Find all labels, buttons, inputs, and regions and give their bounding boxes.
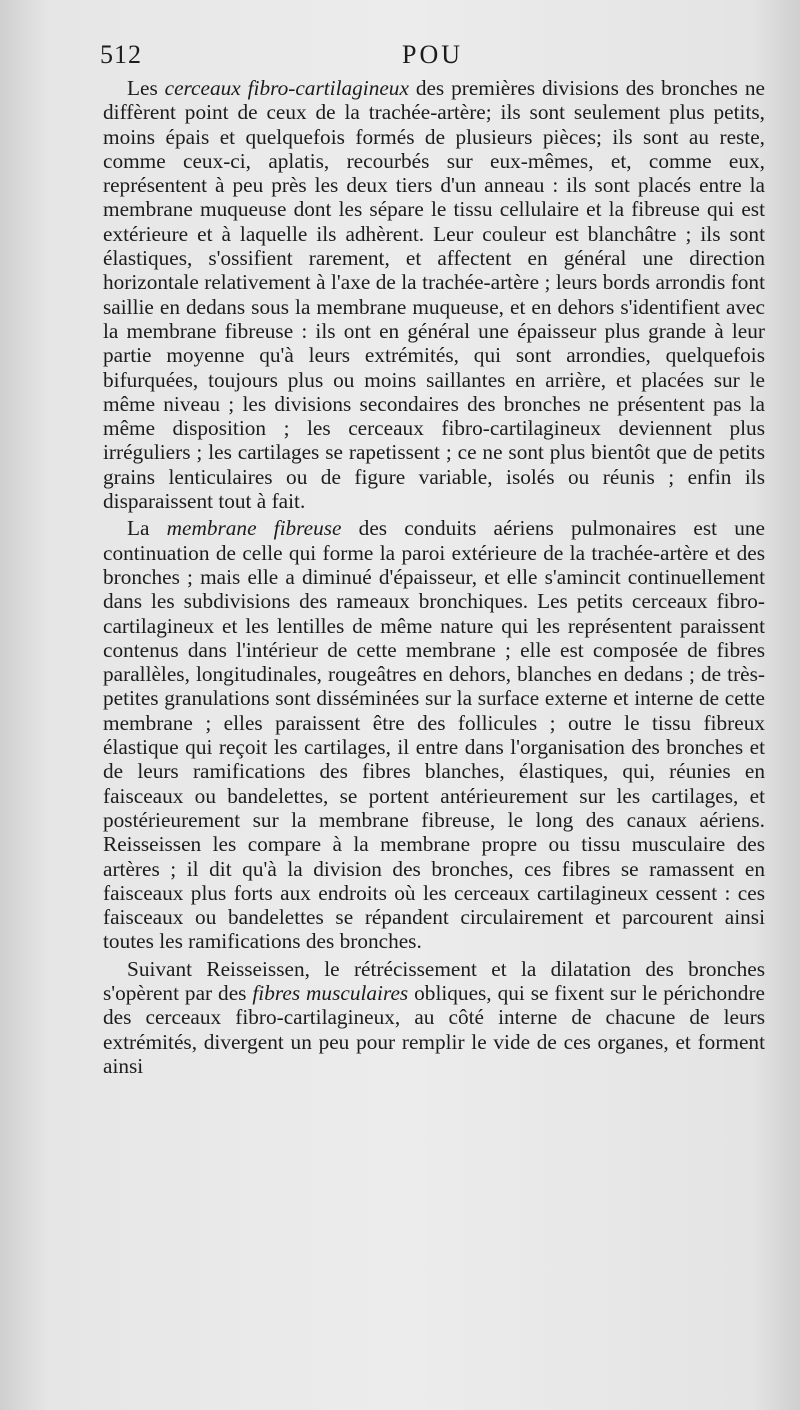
italic-term: fibres musculaires xyxy=(252,980,409,1005)
paragraph-cerceaux xyxy=(103,76,765,513)
paragraph-text: des conduits aériens pulmonaires est une continuation de celle qui forme la paroi extérieure de la trachée-artère et des bronches ; mais elle a diminué d'épaisseur, et elle s'amincit continuellement dans les subdivisions des rameaux bronchiques. Les petits cerceaux fibro-cartilagineux et les lentilles de même nature qui les représentent paraissent contenus dans l'intérieur de cette membrane ; elle est composée de fibres parallèles, longitudinales, rougeâtres en dehors, blanches en dedans ; de très-petites granulations sont disséminées sur la surface externe et interne de cette membrane ; elles paraissent être des follicules ; outre le tissu fibreux élastique qui reçoit les cartilages, il entre dans l'organisation des bronches et de leurs ramifications des fibres blanches, élastiques, qui, réunies en faisceaux ou bandelettes, se portent antérieurement sur les cartilages, et postérieurement sur la membrane fibreuse, le long des canaux aériens. Reisseissen les compare à la membrane propre ou tissu musculaire des artères ; il dit qu'à la division des bronches, ces fibres se ramassent en faisceaux plus forts aux endroits où les cerceaux cartilagineux cessent : ces faisceaux ou bandelettes se répandent circulairement et parcourent ainsi toutes les ramifications des bronches. xyxy=(103,516,765,954)
page-number: 512 xyxy=(100,40,142,69)
paragraph-membrane-fibreuse xyxy=(103,516,765,953)
paragraph-fibres-musculaires xyxy=(103,957,765,1078)
italic-term: membrane fibreuse xyxy=(166,516,342,541)
italic-term: cerceaux fibro-cartilagineux xyxy=(164,76,409,100)
paragraph-text: La xyxy=(127,516,167,541)
paragraph-text: Suivant Reisseissen, le rétrécissement et la dilatation des bronches s'opèrent par des xyxy=(103,956,765,1005)
page-header xyxy=(100,40,765,74)
paragraph-text: des premières divisions des bronches ne diffèrent point de ceux de la trachée-artère; ils sont seulement plus petits, moins épais et quelquefois formés de plusieurs pièces; ils sont au reste, comme ceux-ci, aplatis, recourbés sur eux-mêmes, et, comme eux, représentent à peu près les deux tiers d'un anneau : ils sont placés entre la membrane muqueuse dont les sépare le tissu cellulaire et la fibreuse qui est extérieure et à laquelle ils adhèrent. Leur couleur est blanchâtre ; ils sont élastiques, s'ossifient rarement, et affectent en général une direction horizontale relativement à l'axe de la trachée-artère ; leurs bords arrondis font saillie en dedans sous la membrane muqueuse, et en dehors s'identifient avec la membrane fibreuse : ils ont en général une épaisseur plus grande à leur partie moyenne qu'à leurs extrémités, qui sont arrondies, quelquefois bifurquées, toujours plus ou moins saillantes en arrière, et placées sur le même niveau ; les divisions secondaires des bronches ne présentent pas la même disposition ; les cerceaux fibro-cartilagineux deviennent plus irréguliers ; les cartilages se rapetissent ; ce ne sont plus bientôt que de petits grains lenticulaires ou de figure variable, isolés ou réunis ; enfin ils disparaissent tout à fait. xyxy=(103,76,765,514)
body-text xyxy=(103,76,765,1078)
paragraph-text: obliques, qui se fixent sur le périchondre des cerceaux fibro-cartilagineux, au côté interne de chacune de leurs extrémités, divergent un peu pour remplir le vide de ces organes, et forment ainsi xyxy=(103,980,765,1078)
running-head: POU xyxy=(401,40,463,69)
paragraph-text: Les xyxy=(127,76,165,100)
